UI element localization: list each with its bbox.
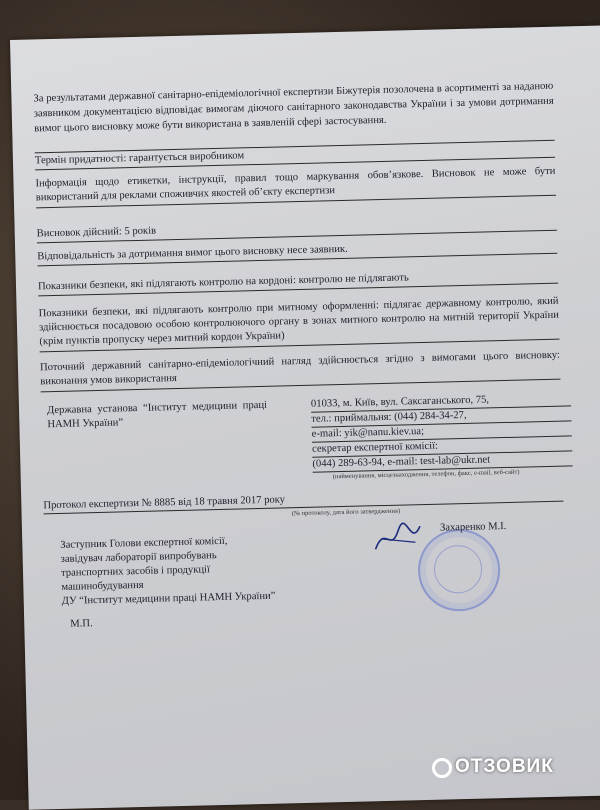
validity: Висновок дійсний: 5 років (36, 225, 157, 240)
signatory-line: машинобудування (61, 579, 144, 593)
signatory-name: Захаренко М.І. (439, 521, 507, 534)
watermark-text: ОТЗОВИК (455, 756, 554, 777)
institution-address (311, 391, 573, 472)
signatory-line: ДУ “Інститут медицини праці НАМН України” (61, 590, 276, 607)
signature (370, 518, 431, 559)
institution-name: Державна установа “Інститут медицини праці НАМН України” (46, 399, 268, 431)
signatory-title (60, 532, 362, 609)
document-page (10, 26, 600, 810)
labeling-info: Інформація щодо етикетки, інструкції, правил тощо маркування обов’язкове. Висновок не може бути використаний для реклами споживчих якостей об’єкту експертизи (35, 165, 556, 204)
protocol: Протокол експертизи № 8885 від 18 травня 2017 року (43, 494, 286, 512)
customs-control: Показники безпеки, які підлягають контролю при митному оформленні: підлягає державному контролю, який здійснюється посадовою особою контролюючого органу в зонах митного контролю на митній території України (крім пунктів пропуску через митний кордон України) (38, 295, 560, 348)
address-line: тел.: приймальня: (044) 284-34-27, (311, 406, 571, 427)
border-control: Показники безпеки, які підлягають контролю на кордоні: контролю не підлягають (37, 272, 409, 293)
responsibility: Відповідальність за дотримання вимог цього висновку несе заявник. (37, 243, 348, 263)
address-line: 01033, м. Київ, вул. Саксаганського, 75, (311, 391, 571, 412)
signatory-line: Заступник Голови експертної комісії, (60, 535, 228, 551)
address-line: e-mail: yik@nanu.kiev.ua; (312, 421, 572, 442)
seal-inner-ring (433, 545, 482, 594)
signatory-line: транспортних засобів і продукції (60, 564, 211, 579)
intro-paragraph: За результатами державної санітарно-епідеміологічної експертизи Біжутерія позолочена в асортименті за наданою заявником документацією відповідає вимогам діючого санітарного законодавства України і за умови дотримання вимог цього висновку може бути використана в заявленій сфері застосування. (33, 80, 554, 135)
address-line: (044) 289-63-94, e-mail: test-lab@ukr.net (312, 451, 572, 472)
supervision: Поточний державний санітарно-епідеміологічний нагляд здійснюється згідно з вимогами цього висновку: виконання умов використання (39, 349, 560, 388)
seal-place-mark: М.П. (70, 618, 93, 630)
signatory-line: завідувач лабораторії випробувань (60, 550, 217, 565)
protocol-caption: (№ протоколу, дата його затвердження) (291, 507, 401, 518)
watermark-icon (432, 758, 452, 778)
shelf-life: Термін придатності: гарантується виробником (34, 150, 245, 167)
address-caption: (найменування, місцезнаходження, телефон, факс, e-mail, веб-сайт) (332, 468, 520, 481)
address-line: секретар експертної комісії: (312, 436, 572, 457)
